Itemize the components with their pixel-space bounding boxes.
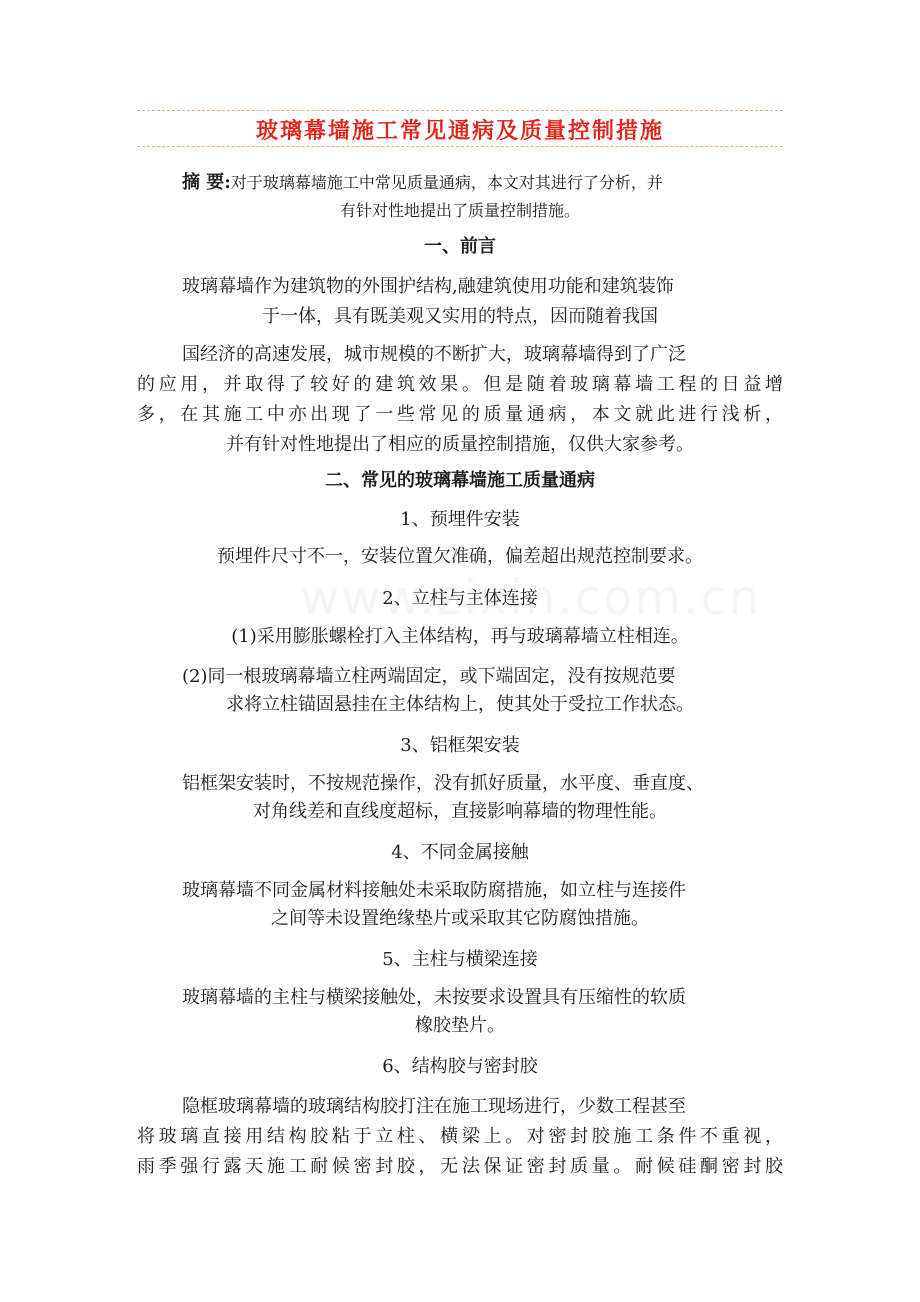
item-4-line-1: 玻璃幕墙不同金属材料接触处未采取防腐措施，如立柱与连接件 [182, 880, 686, 901]
preface-para1-line1: 玻璃幕墙作为建筑物的外围护结构,融建筑使用功能和建筑装饰 [182, 276, 674, 297]
preface-para1-line2: 于一体，具有既美观又实用的特点，因而随着我国 [262, 306, 658, 327]
section-heading-preface: 一、前言 [424, 236, 496, 257]
item-5-line-2: 橡胶垫片。 [415, 1015, 505, 1036]
abstract-text-1: 对于玻璃幕墙施工中常见质量通病，本文对其进行了分析，并 [230, 173, 663, 192]
document-title: 玻璃幕墙施工常见通病及质量控制措施 [255, 118, 664, 144]
preface-para2-line1: 国经济的高速发展，城市规模的不断扩大，玻璃幕墙得到了广泛 [182, 344, 686, 365]
item-3-line-1: 铝框架安装时，不按规范操作，没有抓好质量，水平度、垂直度、 [182, 773, 704, 794]
preface-para2-line4: 并有针对性地提出了相应的质量控制措施，仅供大家参考。 [226, 434, 694, 455]
item-6-line-3: 雨季强行露天施工耐候密封胶，无法保证密封质量。耐候硅酮密封胶 [137, 1156, 783, 1177]
preface-para2-line2: 的应用，并取得了较好的建筑效果。但是随着玻璃幕墙工程的日益增 [137, 374, 783, 395]
item-4-line-2: 之间等未设置绝缘垫片或采取其它防腐蚀措施。 [271, 908, 649, 929]
title-bottom-rule [137, 146, 783, 147]
title-top-rule [137, 110, 783, 111]
item-6-title: 6、结构胶与密封胶 [382, 1056, 538, 1077]
item-4-title: 4、不同金属接触 [391, 842, 529, 863]
item-2-line-1: (1)采用膨胀螺栓打入主体结构，再与玻璃幕墙立柱相连。 [231, 626, 689, 647]
item-1-title: 1、预埋件安装 [400, 509, 520, 530]
item-3-line-2: 对角线差和直线度超标，直接影响幕墙的物理性能。 [253, 801, 667, 822]
item-2-line-2: (2)同一根玻璃幕墙立柱两端固定，或下端固定，没有按规范要 [182, 666, 676, 687]
item-3-title: 3、铝框架安装 [400, 735, 520, 756]
item-2-line-3: 求将立柱锚固悬挂在主体结构上，使其处于受拉工作状态。 [226, 694, 694, 715]
item-6-line-1: 隐框玻璃幕墙的玻璃结构胶打注在施工现场进行，少数工程甚至 [182, 1096, 686, 1117]
section-heading-defects: 二、常见的玻璃幕墙施工质量通病 [325, 470, 595, 491]
item-5-title: 5、主柱与横梁连接 [382, 949, 538, 970]
abstract-line-1 [182, 168, 786, 198]
abstract-line-2: 有针对性地提出了质量控制措施。 [339, 201, 580, 220]
item-1-line-1: 预埋件尺寸不一，安装位置欠准确，偏差超出规范控制要求。 [217, 546, 703, 567]
abstract-label: 摘 要: [182, 172, 231, 193]
item-6-line-2: 将玻璃直接用结构胶粘于立柱、横梁上。对密封胶施工条件不重视， [137, 1126, 783, 1147]
preface-para2-line3: 多，在其施工中亦出现了一些常见的质量通病，本文就此进行浅析， [137, 404, 783, 425]
item-5-line-1: 玻璃幕墙的主柱与横梁接触处，未按要求设置具有压缩性的软质 [182, 987, 686, 1008]
item-2-title: 2、立柱与主体连接 [382, 588, 538, 609]
